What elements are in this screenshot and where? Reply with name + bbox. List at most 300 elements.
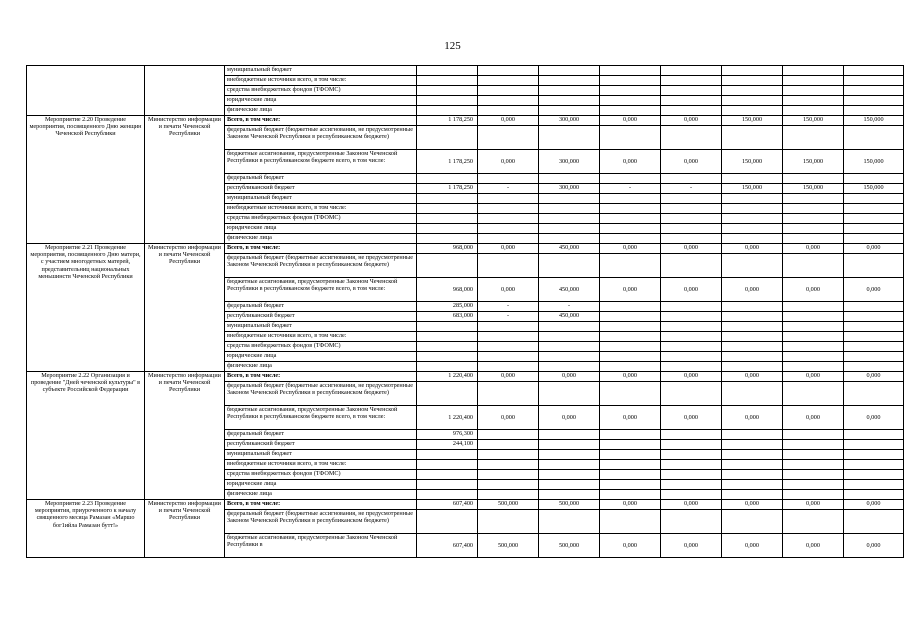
year-amount-cell — [844, 194, 904, 204]
year-amount-cell — [844, 312, 904, 322]
year-amount-cell: 300,000 — [539, 116, 600, 126]
year-amount-cell — [783, 224, 844, 234]
year-amount-cell — [783, 460, 844, 470]
table-row — [27, 372, 904, 382]
executor-cell: Министерство информации и печати Чеченской Республики — [145, 116, 225, 244]
year-amount-cell — [600, 352, 661, 362]
year-amount-cell — [783, 66, 844, 76]
activity-cell — [27, 66, 145, 116]
year-amount-cell — [478, 470, 539, 480]
funding-source-cell: юридические лица — [225, 224, 417, 234]
total-amount-cell — [417, 224, 478, 234]
year-amount-cell: 0,000 — [844, 534, 904, 558]
year-amount-cell — [661, 214, 722, 224]
total-amount-cell — [417, 234, 478, 244]
funding-source-cell: муниципальный бюджет — [225, 450, 417, 460]
year-amount-cell: 0,000 — [600, 500, 661, 510]
year-amount-cell — [661, 66, 722, 76]
year-amount-cell — [661, 106, 722, 116]
executor-cell: Министерство информации и печати Чеченской Республики — [145, 500, 225, 558]
year-amount-cell — [844, 254, 904, 278]
year-amount-cell — [478, 224, 539, 234]
year-amount-cell: 0,000 — [722, 534, 783, 558]
total-amount-cell — [417, 450, 478, 460]
total-amount-cell — [417, 510, 478, 534]
funding-source-cell: федеральный бюджет (бюджетные ассигнования, не предусмотренные Законом Чеченской Республики в республиканском бюджете) — [225, 382, 417, 406]
year-amount-cell — [600, 254, 661, 278]
total-amount-cell: 607,400 — [417, 534, 478, 558]
year-amount-cell: 500,000 — [478, 500, 539, 510]
year-amount-cell: 0,000 — [844, 500, 904, 510]
year-amount-cell: 0,000 — [661, 244, 722, 254]
year-amount-cell — [722, 342, 783, 352]
year-amount-cell: 0,000 — [661, 500, 722, 510]
year-amount-cell — [844, 204, 904, 214]
year-amount-cell — [539, 126, 600, 150]
year-amount-cell: 0,000 — [661, 372, 722, 382]
year-amount-cell — [478, 490, 539, 500]
year-amount-cell — [661, 460, 722, 470]
year-amount-cell — [600, 214, 661, 224]
year-amount-cell: 0,000 — [600, 150, 661, 174]
year-amount-cell — [844, 470, 904, 480]
year-amount-cell — [783, 126, 844, 150]
total-amount-cell — [417, 382, 478, 406]
year-amount-cell — [844, 460, 904, 470]
total-amount-cell: 968,000 — [417, 244, 478, 254]
year-amount-cell — [722, 174, 783, 184]
year-amount-cell: 0,000 — [539, 406, 600, 430]
executor-cell: Министерство информации и печати Чеченской Республики — [145, 372, 225, 500]
total-amount-cell — [417, 490, 478, 500]
total-amount-cell: 1 178,250 — [417, 184, 478, 194]
year-amount-cell — [722, 204, 783, 214]
year-amount-cell — [600, 76, 661, 86]
year-amount-cell — [722, 322, 783, 332]
year-amount-cell — [600, 382, 661, 406]
executor-cell: Министерство информации и печати Чеченской Республики — [145, 244, 225, 372]
year-amount-cell: 300,000 — [539, 150, 600, 174]
year-amount-cell — [661, 76, 722, 86]
year-amount-cell — [783, 254, 844, 278]
total-amount-cell — [417, 194, 478, 204]
total-amount-cell: 244,100 — [417, 440, 478, 450]
year-amount-cell — [844, 96, 904, 106]
year-amount-cell — [722, 430, 783, 440]
year-amount-cell — [783, 312, 844, 322]
year-amount-cell: - — [539, 302, 600, 312]
year-amount-cell — [844, 352, 904, 362]
year-amount-cell — [661, 254, 722, 278]
year-amount-cell — [600, 96, 661, 106]
year-amount-cell — [600, 450, 661, 460]
year-amount-cell — [783, 214, 844, 224]
funding-source-cell: республиканский бюджет — [225, 440, 417, 450]
year-amount-cell — [722, 302, 783, 312]
year-amount-cell: 0,000 — [783, 406, 844, 430]
budget-table — [26, 65, 904, 558]
year-amount-cell — [600, 224, 661, 234]
year-amount-cell — [600, 362, 661, 372]
year-amount-cell — [600, 322, 661, 332]
year-amount-cell — [844, 106, 904, 116]
funding-source-cell: федеральный бюджет (бюджетные ассигнования, не предусмотренные Законом Чеченской Республики в республиканском бюджете) — [225, 254, 417, 278]
executor-cell — [145, 66, 225, 116]
year-amount-cell — [600, 510, 661, 534]
total-amount-cell: 683,000 — [417, 312, 478, 322]
year-amount-cell — [539, 440, 600, 450]
year-amount-cell — [722, 332, 783, 342]
year-amount-cell — [600, 490, 661, 500]
year-amount-cell — [783, 174, 844, 184]
year-amount-cell — [600, 86, 661, 96]
year-amount-cell — [661, 204, 722, 214]
year-amount-cell — [661, 126, 722, 150]
year-amount-cell — [661, 174, 722, 184]
year-amount-cell — [661, 224, 722, 234]
total-amount-cell — [417, 352, 478, 362]
total-amount-cell: 1 178,250 — [417, 150, 478, 174]
year-amount-cell — [844, 224, 904, 234]
year-amount-cell — [783, 302, 844, 312]
year-amount-cell: 0,000 — [600, 278, 661, 302]
year-amount-cell — [539, 342, 600, 352]
funding-source-cell: внебюджетные источники всего, в том числе: — [225, 204, 417, 214]
year-amount-cell — [478, 76, 539, 86]
year-amount-cell — [722, 234, 783, 244]
funding-source-cell: средства внебюджетных фондов (ТФОМС) — [225, 342, 417, 352]
year-amount-cell — [844, 510, 904, 534]
funding-source-cell: муниципальный бюджет — [225, 322, 417, 332]
year-amount-cell — [600, 126, 661, 150]
year-amount-cell — [539, 96, 600, 106]
total-amount-cell — [417, 322, 478, 332]
year-amount-cell — [783, 440, 844, 450]
year-amount-cell — [661, 86, 722, 96]
funding-source-cell: средства внебюджетных фондов (ТФОМС) — [225, 86, 417, 96]
funding-source-cell: внебюджетные источники всего, в том числе: — [225, 76, 417, 86]
funding-source-cell: бюджетные ассигнования, предусмотренные Законом Чеченской Республики в республиканском бюджете всего, в том числе: — [225, 278, 417, 302]
year-amount-cell — [539, 470, 600, 480]
funding-source-cell: Всего, в том числе: — [225, 244, 417, 254]
total-amount-cell — [417, 362, 478, 372]
year-amount-cell — [783, 362, 844, 372]
year-amount-cell — [539, 450, 600, 460]
funding-source-cell: средства внебюджетных фондов (ТФОМС) — [225, 214, 417, 224]
year-amount-cell — [722, 254, 783, 278]
year-amount-cell — [661, 194, 722, 204]
year-amount-cell — [844, 174, 904, 184]
total-amount-cell: 285,000 — [417, 302, 478, 312]
year-amount-cell — [478, 430, 539, 440]
year-amount-cell — [600, 440, 661, 450]
total-amount-cell — [417, 126, 478, 150]
year-amount-cell — [722, 510, 783, 534]
funding-source-cell: Всего, в том числе: — [225, 116, 417, 126]
year-amount-cell: 0,000 — [661, 116, 722, 126]
year-amount-cell — [661, 302, 722, 312]
year-amount-cell: 0,000 — [478, 116, 539, 126]
total-amount-cell — [417, 342, 478, 352]
funding-source-cell: муниципальный бюджет — [225, 66, 417, 76]
year-amount-cell — [783, 194, 844, 204]
year-amount-cell — [600, 312, 661, 322]
year-amount-cell: 150,000 — [844, 116, 904, 126]
year-amount-cell: 0,000 — [722, 372, 783, 382]
year-amount-cell — [783, 450, 844, 460]
year-amount-cell — [478, 322, 539, 332]
year-amount-cell: - — [478, 312, 539, 322]
year-amount-cell — [844, 450, 904, 460]
year-amount-cell — [844, 342, 904, 352]
funding-source-cell: республиканский бюджет — [225, 312, 417, 322]
year-amount-cell: 500,000 — [539, 500, 600, 510]
year-amount-cell — [600, 480, 661, 490]
year-amount-cell — [661, 510, 722, 534]
year-amount-cell — [600, 204, 661, 214]
year-amount-cell — [600, 174, 661, 184]
year-amount-cell: 150,000 — [722, 116, 783, 126]
year-amount-cell — [478, 66, 539, 76]
year-amount-cell — [478, 106, 539, 116]
funding-source-cell: республиканский бюджет — [225, 184, 417, 194]
total-amount-cell — [417, 174, 478, 184]
year-amount-cell: - — [478, 184, 539, 194]
year-amount-cell: 450,000 — [539, 312, 600, 322]
year-amount-cell: - — [661, 184, 722, 194]
total-amount-cell — [417, 86, 478, 96]
year-amount-cell — [722, 126, 783, 150]
year-amount-cell: 0,000 — [661, 534, 722, 558]
year-amount-cell: 0,000 — [478, 150, 539, 174]
year-amount-cell — [783, 470, 844, 480]
year-amount-cell — [722, 450, 783, 460]
total-amount-cell: 1 220,400 — [417, 372, 478, 382]
year-amount-cell — [539, 322, 600, 332]
year-amount-cell — [539, 352, 600, 362]
year-amount-cell — [478, 332, 539, 342]
year-amount-cell — [722, 86, 783, 96]
year-amount-cell — [844, 234, 904, 244]
year-amount-cell — [478, 382, 539, 406]
year-amount-cell — [722, 460, 783, 470]
year-amount-cell: 0,000 — [600, 406, 661, 430]
year-amount-cell: 0,000 — [783, 278, 844, 302]
funding-source-cell: федеральный бюджет (бюджетные ассигнования, не предусмотренные Законом Чеченской Республики в республиканском бюджете) — [225, 510, 417, 534]
year-amount-cell — [478, 342, 539, 352]
year-amount-cell — [783, 96, 844, 106]
funding-source-cell: средства внебюджетных фондов (ТФОМС) — [225, 470, 417, 480]
year-amount-cell — [539, 480, 600, 490]
year-amount-cell: 0,000 — [783, 372, 844, 382]
year-amount-cell — [661, 352, 722, 362]
year-amount-cell — [783, 490, 844, 500]
year-amount-cell — [539, 86, 600, 96]
year-amount-cell — [478, 174, 539, 184]
year-amount-cell: 0,000 — [783, 500, 844, 510]
year-amount-cell — [661, 430, 722, 440]
funding-source-cell: внебюджетные источники всего, в том числе: — [225, 332, 417, 342]
year-amount-cell: 0,000 — [661, 150, 722, 174]
year-amount-cell — [783, 342, 844, 352]
year-amount-cell — [844, 382, 904, 406]
year-amount-cell — [478, 460, 539, 470]
year-amount-cell: 0,000 — [600, 244, 661, 254]
year-amount-cell — [539, 174, 600, 184]
year-amount-cell — [722, 106, 783, 116]
year-amount-cell — [600, 470, 661, 480]
year-amount-cell: 0,000 — [722, 244, 783, 254]
year-amount-cell — [600, 332, 661, 342]
year-amount-cell — [539, 430, 600, 440]
total-amount-cell — [417, 106, 478, 116]
year-amount-cell — [783, 332, 844, 342]
year-amount-cell — [539, 382, 600, 406]
year-amount-cell — [783, 86, 844, 96]
year-amount-cell: 0,000 — [844, 406, 904, 430]
year-amount-cell — [844, 302, 904, 312]
year-amount-cell — [478, 254, 539, 278]
year-amount-cell: 150,000 — [722, 150, 783, 174]
total-amount-cell — [417, 470, 478, 480]
year-amount-cell — [844, 362, 904, 372]
year-amount-cell — [539, 66, 600, 76]
year-amount-cell — [478, 126, 539, 150]
year-amount-cell — [600, 106, 661, 116]
year-amount-cell: - — [478, 302, 539, 312]
year-amount-cell: 0,000 — [600, 534, 661, 558]
year-amount-cell — [783, 234, 844, 244]
year-amount-cell — [783, 204, 844, 214]
year-amount-cell — [661, 470, 722, 480]
total-amount-cell — [417, 460, 478, 470]
year-amount-cell — [661, 312, 722, 322]
year-amount-cell: 450,000 — [539, 278, 600, 302]
funding-source-cell: внебюджетные источники всего, в том числе: — [225, 460, 417, 470]
year-amount-cell: 300,000 — [539, 184, 600, 194]
year-amount-cell — [539, 362, 600, 372]
year-amount-cell — [600, 66, 661, 76]
year-amount-cell — [783, 510, 844, 534]
year-amount-cell — [783, 106, 844, 116]
funding-source-cell: физические лица — [225, 490, 417, 500]
funding-source-cell: федеральный бюджет (бюджетные ассигнования, не предусмотренные Законом Чеченской Республики в республиканском бюджете) — [225, 126, 417, 150]
year-amount-cell — [661, 96, 722, 106]
funding-source-cell: физические лица — [225, 362, 417, 372]
year-amount-cell — [722, 66, 783, 76]
year-amount-cell — [661, 332, 722, 342]
year-amount-cell: 0,000 — [844, 372, 904, 382]
funding-source-cell: физические лица — [225, 106, 417, 116]
year-amount-cell — [722, 490, 783, 500]
year-amount-cell — [661, 440, 722, 450]
year-amount-cell — [478, 480, 539, 490]
total-amount-cell — [417, 66, 478, 76]
year-amount-cell — [783, 480, 844, 490]
year-amount-cell — [844, 490, 904, 500]
year-amount-cell — [539, 214, 600, 224]
year-amount-cell — [661, 382, 722, 406]
year-amount-cell — [539, 204, 600, 214]
year-amount-cell: 0,000 — [722, 278, 783, 302]
year-amount-cell — [844, 430, 904, 440]
year-amount-cell — [722, 440, 783, 450]
funding-source-cell: бюджетные ассигнования, предусмотренные Законом Чеченской Республики в республиканском бюджете всего, в том числе: — [225, 150, 417, 174]
year-amount-cell — [478, 96, 539, 106]
year-amount-cell — [844, 322, 904, 332]
year-amount-cell — [783, 382, 844, 406]
activity-cell: Мероприятие 2.21 Проведение мероприятия, посвященного Дню матери, с участием многодетных матерей, представительниц национальных меньшинств Чеченской Республики — [27, 244, 145, 372]
year-amount-cell — [844, 76, 904, 86]
year-amount-cell — [722, 312, 783, 322]
year-amount-cell: 0,000 — [661, 278, 722, 302]
year-amount-cell — [539, 510, 600, 534]
funding-source-cell: бюджетные ассигнования, предусмотренные Законом Чеченской Республики в республиканском бюджете всего, в том числе: — [225, 406, 417, 430]
page-number: 125 — [444, 40, 461, 52]
year-amount-cell: 0,000 — [600, 372, 661, 382]
total-amount-cell: 976,300 — [417, 430, 478, 440]
total-amount-cell — [417, 76, 478, 86]
year-amount-cell: 0,000 — [600, 116, 661, 126]
total-amount-cell: 607,400 — [417, 500, 478, 510]
total-amount-cell — [417, 96, 478, 106]
year-amount-cell: 150,000 — [722, 184, 783, 194]
year-amount-cell: 150,000 — [783, 150, 844, 174]
year-amount-cell — [722, 382, 783, 406]
year-amount-cell — [722, 96, 783, 106]
table-row — [27, 66, 904, 76]
year-amount-cell — [844, 66, 904, 76]
year-amount-cell — [539, 106, 600, 116]
year-amount-cell — [539, 332, 600, 342]
total-amount-cell — [417, 480, 478, 490]
year-amount-cell — [539, 490, 600, 500]
year-amount-cell — [844, 332, 904, 342]
table-body — [27, 66, 904, 558]
year-amount-cell — [722, 470, 783, 480]
year-amount-cell: 500,000 — [478, 534, 539, 558]
funding-source-cell: физические лица — [225, 234, 417, 244]
year-amount-cell: 150,000 — [783, 116, 844, 126]
total-amount-cell — [417, 254, 478, 278]
year-amount-cell — [600, 194, 661, 204]
year-amount-cell — [661, 342, 722, 352]
year-amount-cell: 150,000 — [844, 150, 904, 174]
year-amount-cell — [783, 322, 844, 332]
year-amount-cell: 450,000 — [539, 244, 600, 254]
year-amount-cell — [661, 490, 722, 500]
year-amount-cell: 0,000 — [844, 244, 904, 254]
funding-source-cell: федеральный бюджет — [225, 430, 417, 440]
total-amount-cell: 1 178,250 — [417, 116, 478, 126]
year-amount-cell: 500,000 — [539, 534, 600, 558]
year-amount-cell — [722, 76, 783, 86]
funding-source-cell: юридические лица — [225, 96, 417, 106]
year-amount-cell — [600, 460, 661, 470]
table-row — [27, 116, 904, 126]
year-amount-cell — [661, 234, 722, 244]
year-amount-cell — [539, 224, 600, 234]
year-amount-cell — [478, 362, 539, 372]
activity-cell: Мероприятие 2.23 Проведение мероприятия, приуроченного к началу священного месяца Рамазан «Маршо бог1ийла Рамазан бутт!» — [27, 500, 145, 558]
year-amount-cell — [661, 450, 722, 460]
year-amount-cell — [844, 126, 904, 150]
year-amount-cell — [539, 254, 600, 278]
year-amount-cell — [783, 352, 844, 362]
year-amount-cell — [661, 362, 722, 372]
year-amount-cell — [783, 430, 844, 440]
year-amount-cell — [600, 430, 661, 440]
